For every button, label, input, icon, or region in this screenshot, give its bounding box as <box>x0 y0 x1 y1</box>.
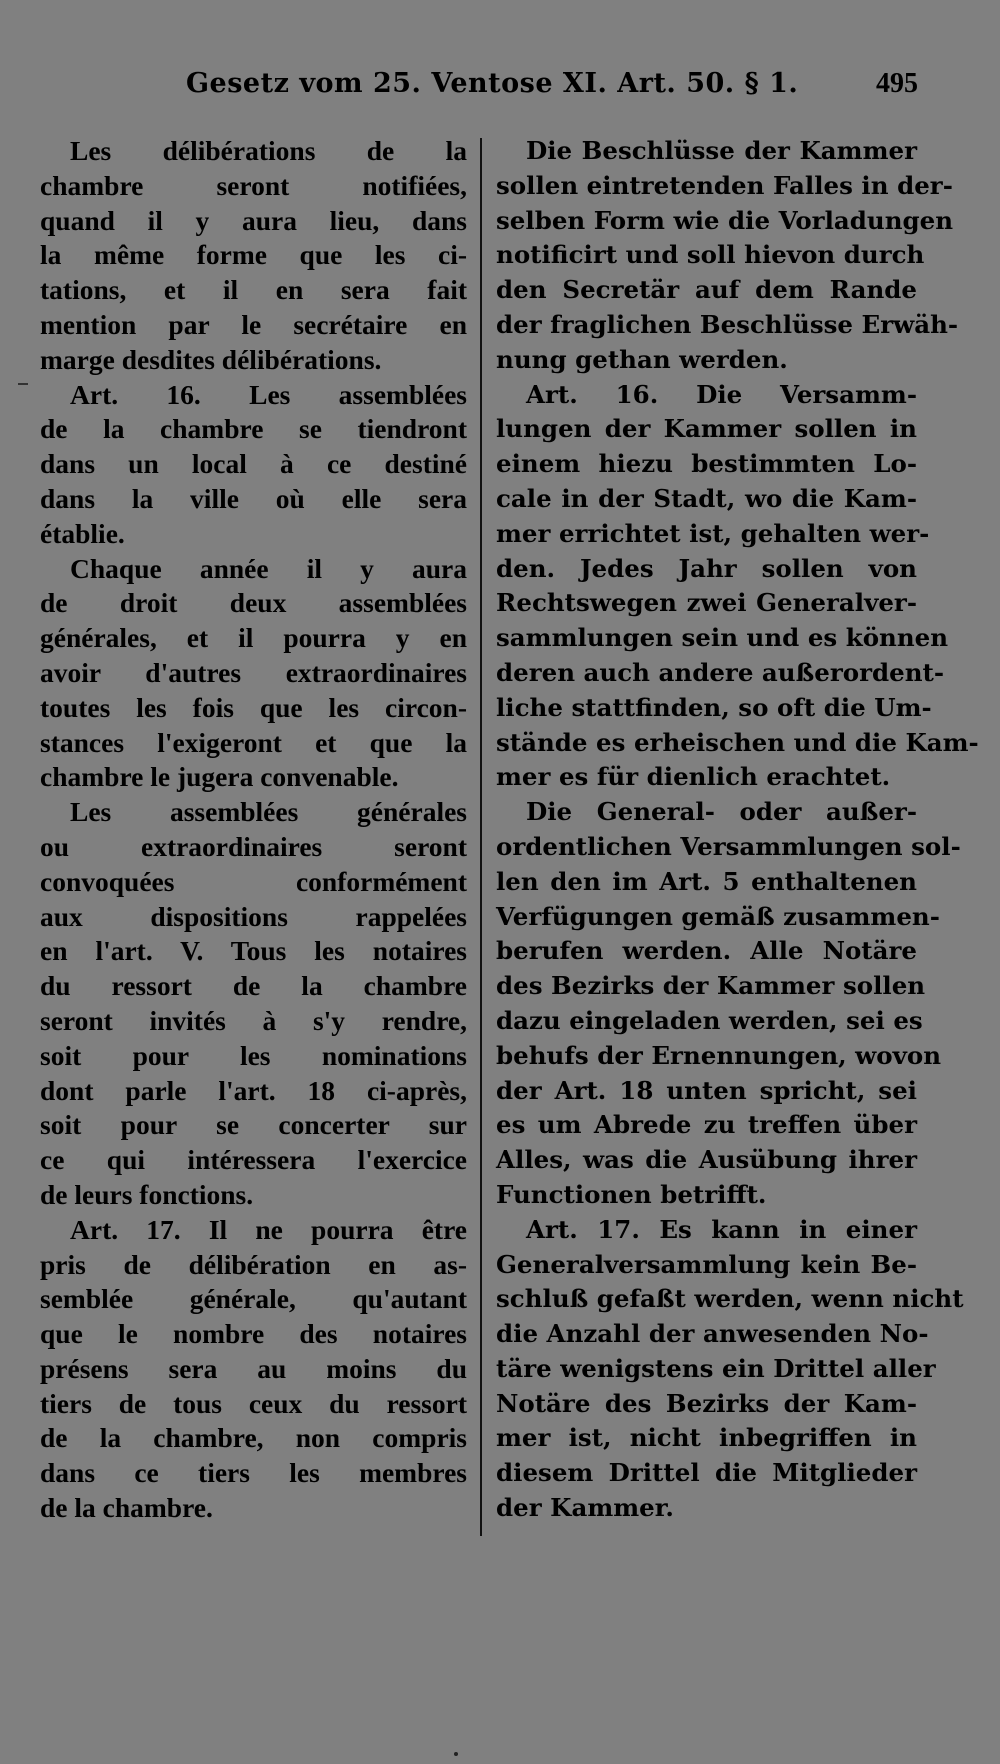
german-text-line: cale in der Stadt, wo die Kam- <box>496 483 917 513</box>
french-text-line: toutes les fois que les circon- <box>40 691 467 723</box>
german-text-line: len den im Art. 5 enthaltenen <box>496 866 917 896</box>
german-text-line: der fraglichen Beschlüsse Erwäh- <box>496 309 959 339</box>
page-speck <box>454 1752 458 1756</box>
french-text-line: Chaque année il y aura <box>70 552 467 584</box>
german-text-line: liche stattfinden, so oft die Um- <box>496 692 932 722</box>
german-text-line: Generalversammlung kein Be- <box>496 1249 917 1279</box>
french-text-line: tiers de tous ceux du ressort <box>40 1387 467 1419</box>
german-text-line: der Art. 18 unten spricht, sei <box>496 1075 917 1105</box>
french-text-line: de la chambre. <box>40 1492 213 1524</box>
french-text-line: Art. 17. Il ne pourra être <box>70 1213 467 1245</box>
french-text-line: dont parle l'art. 18 ci-après, <box>40 1074 467 1106</box>
french-text-line: aux dispositions rappelées <box>40 900 467 932</box>
french-text-line: dans un local à ce destiné <box>40 448 467 480</box>
german-text-line: Art. 17. Es kann in einer <box>526 1214 917 1244</box>
german-text-line: Art. 16. Die Versamm- <box>526 379 917 409</box>
column-divider <box>480 138 482 1536</box>
german-text-line: Verfügungen gemäß zusammen- <box>496 901 940 931</box>
german-text-line: behufs der Ernennungen, wovon <box>496 1040 942 1070</box>
french-text-line: ce qui intéressera l'exercice <box>40 1144 467 1176</box>
french-text-line: la même forme que les ci- <box>40 239 467 271</box>
french-text-line: stances l'exigeront et que la <box>40 726 467 758</box>
page-number: 495 <box>876 68 918 99</box>
french-text-line: de la chambre se tiendront <box>40 413 467 445</box>
german-text-line: berufen werden. Alle Notäre <box>496 936 917 966</box>
german-text-line: mer errichtet ist, gehalten wer- <box>496 518 930 548</box>
french-text-line: établie. <box>40 517 125 549</box>
german-text-line: der Kammer. <box>496 1493 674 1523</box>
margin-mark <box>18 383 28 385</box>
french-text-line: quand il y aura lieu, dans <box>40 204 467 236</box>
french-text-line: de droit deux assemblées <box>40 587 467 619</box>
german-text-line: täre wenigstens ein Drittel aller <box>496 1353 936 1383</box>
french-text-line: avoir d'autres extraordinaires <box>40 656 467 688</box>
french-text-line: Art. 16. Les assemblées <box>70 378 467 410</box>
german-text-line: mer es für dienlich erachtet. <box>496 762 891 792</box>
french-column <box>40 134 467 1526</box>
german-text-line: es um Abrede zu treffen über <box>496 1110 917 1140</box>
french-text-line: du ressort de la chambre <box>40 970 467 1002</box>
german-text-line: stände es erheischen und die Kam- <box>496 727 979 757</box>
french-text-line: dans la ville où elle sera <box>40 482 467 514</box>
german-text-line: mer ist, nicht inbegriffen in <box>496 1423 917 1453</box>
german-text-line: einem hiezu bestimmten Lo- <box>496 449 917 479</box>
german-text-line: notificirt und soll hievon durch <box>496 240 925 270</box>
german-text-line: Functionen betrifft. <box>496 1179 767 1209</box>
french-text-line: chambre seront notifiées, <box>40 169 467 201</box>
german-text-line: Die General- oder außer- <box>526 797 917 827</box>
french-text-line: convoquées conformément <box>40 865 467 897</box>
german-text-line: den Secretär auf dem Rande <box>496 275 917 305</box>
german-text-line: den. Jedes Jahr sollen von <box>496 553 917 583</box>
german-text-line: sollen eintretenden Falles in der- <box>496 170 953 200</box>
french-text-line: mention par le secrétaire en <box>40 308 467 340</box>
german-column <box>496 134 979 1526</box>
french-text-line: générales, et il pourra y en <box>40 622 467 654</box>
french-text-line: présens sera au moins du <box>40 1352 467 1384</box>
french-text-line: tations, et il en sera fait <box>40 274 467 306</box>
german-text-line: nung gethan werden. <box>496 344 788 374</box>
german-text-line: sammlungen sein und es können <box>496 623 949 653</box>
running-header <box>48 68 918 108</box>
german-text-line: deren auch andere außerordent- <box>496 657 944 687</box>
german-text-line: Notäre des Bezirks der Kam- <box>496 1388 917 1418</box>
french-text-line: que le nombre des notaires <box>40 1318 467 1350</box>
french-text-line: en l'art. V. Tous les notaires <box>40 935 467 967</box>
german-text-line: Die Beschlüsse der Kammer <box>526 136 917 165</box>
german-text-line: schluß gefaßt werden, wenn nicht <box>496 1284 964 1314</box>
french-text-line: dans ce tiers les membres <box>40 1457 467 1489</box>
french-text-line: de leurs fonctions. <box>40 1178 254 1210</box>
french-text-line: pris de délibération en as- <box>40 1248 467 1280</box>
french-text-line: soit pour se concerter sur <box>40 1109 467 1141</box>
german-text-line: die Anzahl der anwesenden No- <box>496 1319 929 1349</box>
french-text-line: Les délibérations de la <box>70 135 467 166</box>
german-text-line: des Bezirks der Kammer sollen <box>496 971 926 1001</box>
german-text-line: ordentlichen Versammlungen sol- <box>496 831 961 861</box>
german-text-line: lungen der Kammer sollen in <box>496 414 917 444</box>
french-text-line: Les assemblées générales <box>70 796 467 828</box>
german-text-line: dazu eingeladen werden, sei es <box>496 1005 923 1035</box>
french-text-line: chambre le jugera convenable. <box>40 761 399 793</box>
french-text-line: seront invités à s'y rendre, <box>40 1004 467 1036</box>
german-text-line: diesem Drittel die Mitglieder <box>496 1458 917 1488</box>
french-text-line: semblée générale, qu'autant <box>40 1283 467 1315</box>
french-text-line: de la chambre, non compris <box>40 1422 467 1454</box>
french-text-line: marge desdites délibérations. <box>40 343 382 375</box>
french-text-line: ou extraordinaires seront <box>40 830 467 862</box>
german-text-line: Rechtswegen zwei Generalver- <box>496 588 917 618</box>
german-text-line: selben Form wie die Vorladungen <box>496 205 954 235</box>
running-title: Gesetz vom 25. Ventose XI. Art. 50. § 1. <box>186 68 799 99</box>
german-text-line: Alles, was die Ausübung ihrer <box>496 1145 917 1175</box>
french-text-line: soit pour les nominations <box>40 1039 467 1071</box>
